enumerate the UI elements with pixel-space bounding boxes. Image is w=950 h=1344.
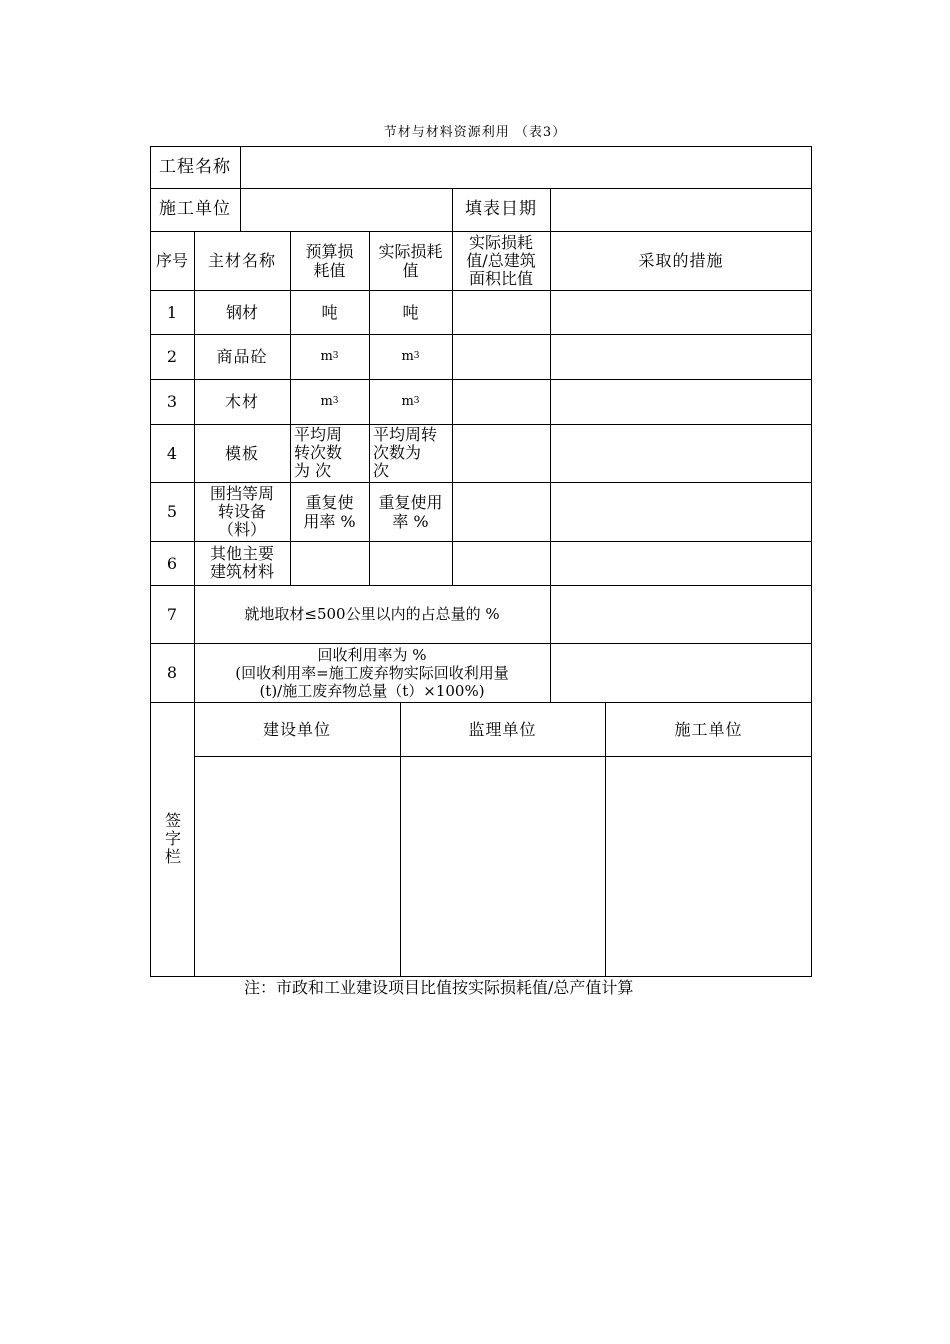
row-3-budget (290, 379, 369, 424)
col-header-no: 序号 (155, 251, 188, 270)
signature-owner-field[interactable] (195, 757, 400, 976)
row-4-budget: 平均周 转次数 为 次 (294, 425, 343, 480)
signature-contractor-field[interactable] (606, 757, 811, 976)
unit-text: m (320, 349, 333, 364)
col-header-measures: 采取的措施 (638, 251, 724, 270)
row-3-no: 3 (166, 392, 178, 411)
construction-unit-field[interactable] (241, 189, 452, 231)
unit-superscript: 3 (413, 396, 420, 406)
signature-owner-header: 建设单位 (262, 719, 331, 739)
row-1-budget: 吨 (321, 302, 338, 322)
row-4-actual: 平均周转 次数为 次 (373, 425, 438, 480)
row-4-material: 模板 (224, 443, 259, 463)
row-2-no: 2 (166, 347, 178, 366)
row-5-budget: 重复使 用率 % (303, 492, 356, 531)
unit-text: m (401, 349, 414, 364)
row-6-material: 其他主要 建筑材料 (209, 544, 274, 581)
row-5-material: 围挡等周 转设备 （料） (209, 483, 274, 539)
col-header-material: 主材名称 (207, 251, 276, 270)
footnote: 注：市政和工业建设项目比值按实际损耗值/总产值计算 (244, 978, 634, 997)
row-8-text: 回收利用率为 % (回收利用率=施工废弃物实际回收利用量 (t)/施工废弃物总量（t）×100%) (235, 645, 509, 700)
row-7-no: 7 (166, 604, 178, 624)
row-2-material: 商品砼 (216, 347, 268, 366)
row-1-actual: 吨 (402, 302, 419, 322)
construction-unit-label: 施工单位 (159, 199, 231, 219)
row-2-actual (369, 334, 452, 379)
row-2-budget (290, 334, 369, 379)
project-name-field[interactable] (241, 147, 811, 188)
row-7-text: 就地取材≤500公里以内的占总量的 % (244, 604, 500, 623)
form-title: 节材与材料资源利用 （表3） (383, 125, 567, 140)
col-header-budget-loss: 预算损 耗值 (305, 241, 354, 280)
fill-date-field[interactable] (551, 189, 811, 231)
unit-text: m (320, 394, 333, 409)
col-divider (550, 231, 551, 702)
row-1-material: 钢材 (225, 302, 258, 322)
row-3-actual (369, 379, 452, 424)
project-name-label: 工程名称 (159, 156, 231, 177)
signature-supervisor-field[interactable] (401, 757, 605, 976)
fill-date-label: 填表日期 (465, 199, 537, 219)
row-1-no: 1 (166, 302, 178, 322)
signature-supervisor-header: 监理单位 (468, 719, 537, 739)
unit-superscript: 3 (332, 351, 339, 361)
row-3-material: 木材 (224, 392, 259, 411)
col-header-ratio: 实际损耗 值/总建筑 面积比值 (466, 232, 536, 288)
signature-label: 签字栏 (162, 812, 182, 866)
col-header-actual-loss: 实际损耗 值 (378, 241, 443, 280)
row-5-no: 5 (166, 502, 178, 521)
row-5-actual: 重复使用 率 % (378, 492, 443, 531)
unit-text: m (401, 394, 414, 409)
row-8-no: 8 (166, 663, 178, 682)
unit-superscript: 3 (332, 396, 339, 406)
unit-superscript: 3 (413, 351, 420, 361)
signature-contractor-header: 施工单位 (674, 719, 743, 739)
row-6-no: 6 (166, 553, 178, 573)
row-4-no: 4 (166, 443, 178, 463)
